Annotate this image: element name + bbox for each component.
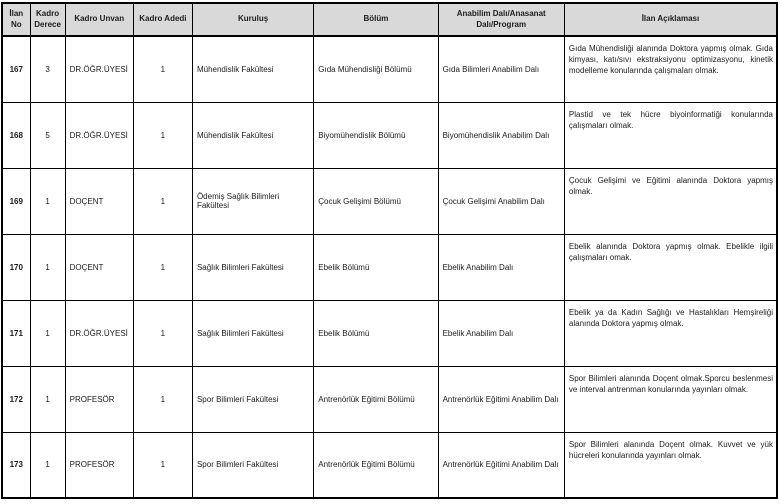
cell-aciklama: Ebelik alanında Doktora yapmış olmak. Ebelikle ilgili çalışmaları omak. bbox=[564, 234, 777, 300]
cell-aciklama: Plastid ve tek hücre biyoinformatiği konularında çalışmaları olmak. bbox=[564, 102, 777, 168]
table-row bbox=[2, 234, 777, 300]
cell-kurulus: Sağlık Bilimleri Fakültesi bbox=[192, 300, 313, 366]
table-row bbox=[2, 36, 777, 102]
cell-kadro-unvan: DR.ÖĞR.ÜYESİ bbox=[65, 102, 133, 168]
cell-kadro-unvan: DOÇENT bbox=[65, 168, 133, 234]
col-header-kadro-adedi: Kadro Adedi bbox=[133, 3, 192, 36]
cell-kurulus: Mühendislik Fakültesi bbox=[192, 36, 313, 102]
cell-anabilim: Çocuk Gelişimi Anabilim Dalı bbox=[438, 168, 564, 234]
cell-ilan-no: 171 bbox=[2, 300, 30, 366]
table-header-row bbox=[2, 3, 777, 36]
ilan-table bbox=[1, 2, 778, 499]
cell-aciklama: Spor Bilimleri alanında Doçent olmak. Kuvvet ve yük hücreleri konularında yayınları olmak. bbox=[564, 432, 777, 498]
cell-ilan-no: 173 bbox=[2, 432, 30, 498]
cell-bolum: Biyomühendislik Bölümü bbox=[314, 102, 438, 168]
cell-kadro-adedi: 1 bbox=[133, 36, 192, 102]
cell-bolum: Ebelik Bölümü bbox=[314, 300, 438, 366]
cell-kurulus: Spor Bilimleri Fakültesi bbox=[192, 432, 313, 498]
col-header-bolum: Bölüm bbox=[314, 3, 438, 36]
table-row bbox=[2, 366, 777, 432]
cell-anabilim: Ebelik Anabilim Dalı bbox=[438, 234, 564, 300]
cell-kadro-unvan: DR.ÖĞR.ÜYESİ bbox=[65, 36, 133, 102]
col-header-kadro-unvan: Kadro Unvan bbox=[65, 3, 133, 36]
cell-ilan-no: 169 bbox=[2, 168, 30, 234]
cell-kurulus: Mühendislik Fakültesi bbox=[192, 102, 313, 168]
cell-anabilim: Ebelik Anabilim Dalı bbox=[438, 300, 564, 366]
cell-aciklama: Çocuk Gelişimi ve Eğitimi alanında Doktora yapmış olmak. bbox=[564, 168, 777, 234]
col-header-kurulus: Kuruluş bbox=[192, 3, 313, 36]
cell-aciklama: Ebelik ya da Kadın Sağlığı ve Hastalıkları Hemşireliği alanında Doktora yapmış olmak. bbox=[564, 300, 777, 366]
cell-aciklama: Spor Bilimleri alanında Doçent olmak.Sporcu beslenmesi ve interval antrenman konularında yayınları olmak. bbox=[564, 366, 777, 432]
cell-ilan-no: 167 bbox=[2, 36, 30, 102]
cell-kadro-adedi: 1 bbox=[133, 102, 192, 168]
cell-kadro-derece: 1 bbox=[30, 168, 65, 234]
cell-kadro-unvan: PROFESÖR bbox=[65, 432, 133, 498]
cell-anabilim: Antrenörlük Eğitimi Anabilim Dalı bbox=[438, 432, 564, 498]
cell-kadro-adedi: 1 bbox=[133, 234, 192, 300]
cell-kurulus: Ödemiş Sağlık Bilimleri Fakültesi bbox=[192, 168, 313, 234]
cell-anabilim: Antrenörlük Eğitimi Anabilim Dalı bbox=[438, 366, 564, 432]
table-row bbox=[2, 300, 777, 366]
cell-kadro-derece: 5 bbox=[30, 102, 65, 168]
cell-anabilim: Gıda Bilimleri Anabilim Dalı bbox=[438, 36, 564, 102]
cell-kadro-derece: 3 bbox=[30, 36, 65, 102]
table-row bbox=[2, 432, 777, 498]
cell-kadro-adedi: 1 bbox=[133, 168, 192, 234]
cell-aciklama: Gıda Mühendisliği alanında Doktora yapmış olmak. Gıda kimyası, katı/sıvı ekstraksiyonu optimizasyonu, kinetik modelleme konularında çalışmaları olmak. bbox=[564, 36, 777, 102]
cell-kurulus: Sağlık Bilimleri Fakültesi bbox=[192, 234, 313, 300]
cell-kadro-adedi: 1 bbox=[133, 432, 192, 498]
cell-anabilim: Biyomühendislik Anabilim Dalı bbox=[438, 102, 564, 168]
cell-bolum: Antrenörlük Eğitimi Bölümü bbox=[314, 432, 438, 498]
cell-kadro-unvan: PROFESÖR bbox=[65, 366, 133, 432]
table-row bbox=[2, 168, 777, 234]
cell-kadro-derece: 1 bbox=[30, 366, 65, 432]
col-header-ilan-no: İlan No bbox=[2, 3, 30, 36]
cell-bolum: Antrenörlük Eğitimi Bölümü bbox=[314, 366, 438, 432]
cell-ilan-no: 172 bbox=[2, 366, 30, 432]
col-header-kadro-derece: Kadro Derece bbox=[30, 3, 65, 36]
table-row bbox=[2, 102, 777, 168]
cell-bolum: Gıda Mühendisliği Bölümü bbox=[314, 36, 438, 102]
cell-bolum: Ebelik Bölümü bbox=[314, 234, 438, 300]
cell-kadro-derece: 1 bbox=[30, 432, 65, 498]
cell-kadro-adedi: 1 bbox=[133, 366, 192, 432]
cell-kadro-derece: 1 bbox=[30, 300, 65, 366]
cell-bolum: Çocuk Gelişimi Bölümü bbox=[314, 168, 438, 234]
col-header-aciklama: İlan Açıklaması bbox=[564, 3, 777, 36]
cell-kadro-adedi: 1 bbox=[133, 300, 192, 366]
cell-kadro-unvan: DR.ÖĞR.ÜYESİ bbox=[65, 300, 133, 366]
cell-ilan-no: 170 bbox=[2, 234, 30, 300]
cell-kurulus: Spor Bilimleri Fakültesi bbox=[192, 366, 313, 432]
cell-kadro-unvan: DOÇENT bbox=[65, 234, 133, 300]
col-header-anabilim: Anabilim Dalı/Anasanat Dalı/Program bbox=[438, 3, 564, 36]
cell-ilan-no: 168 bbox=[2, 102, 30, 168]
cell-kadro-derece: 1 bbox=[30, 234, 65, 300]
